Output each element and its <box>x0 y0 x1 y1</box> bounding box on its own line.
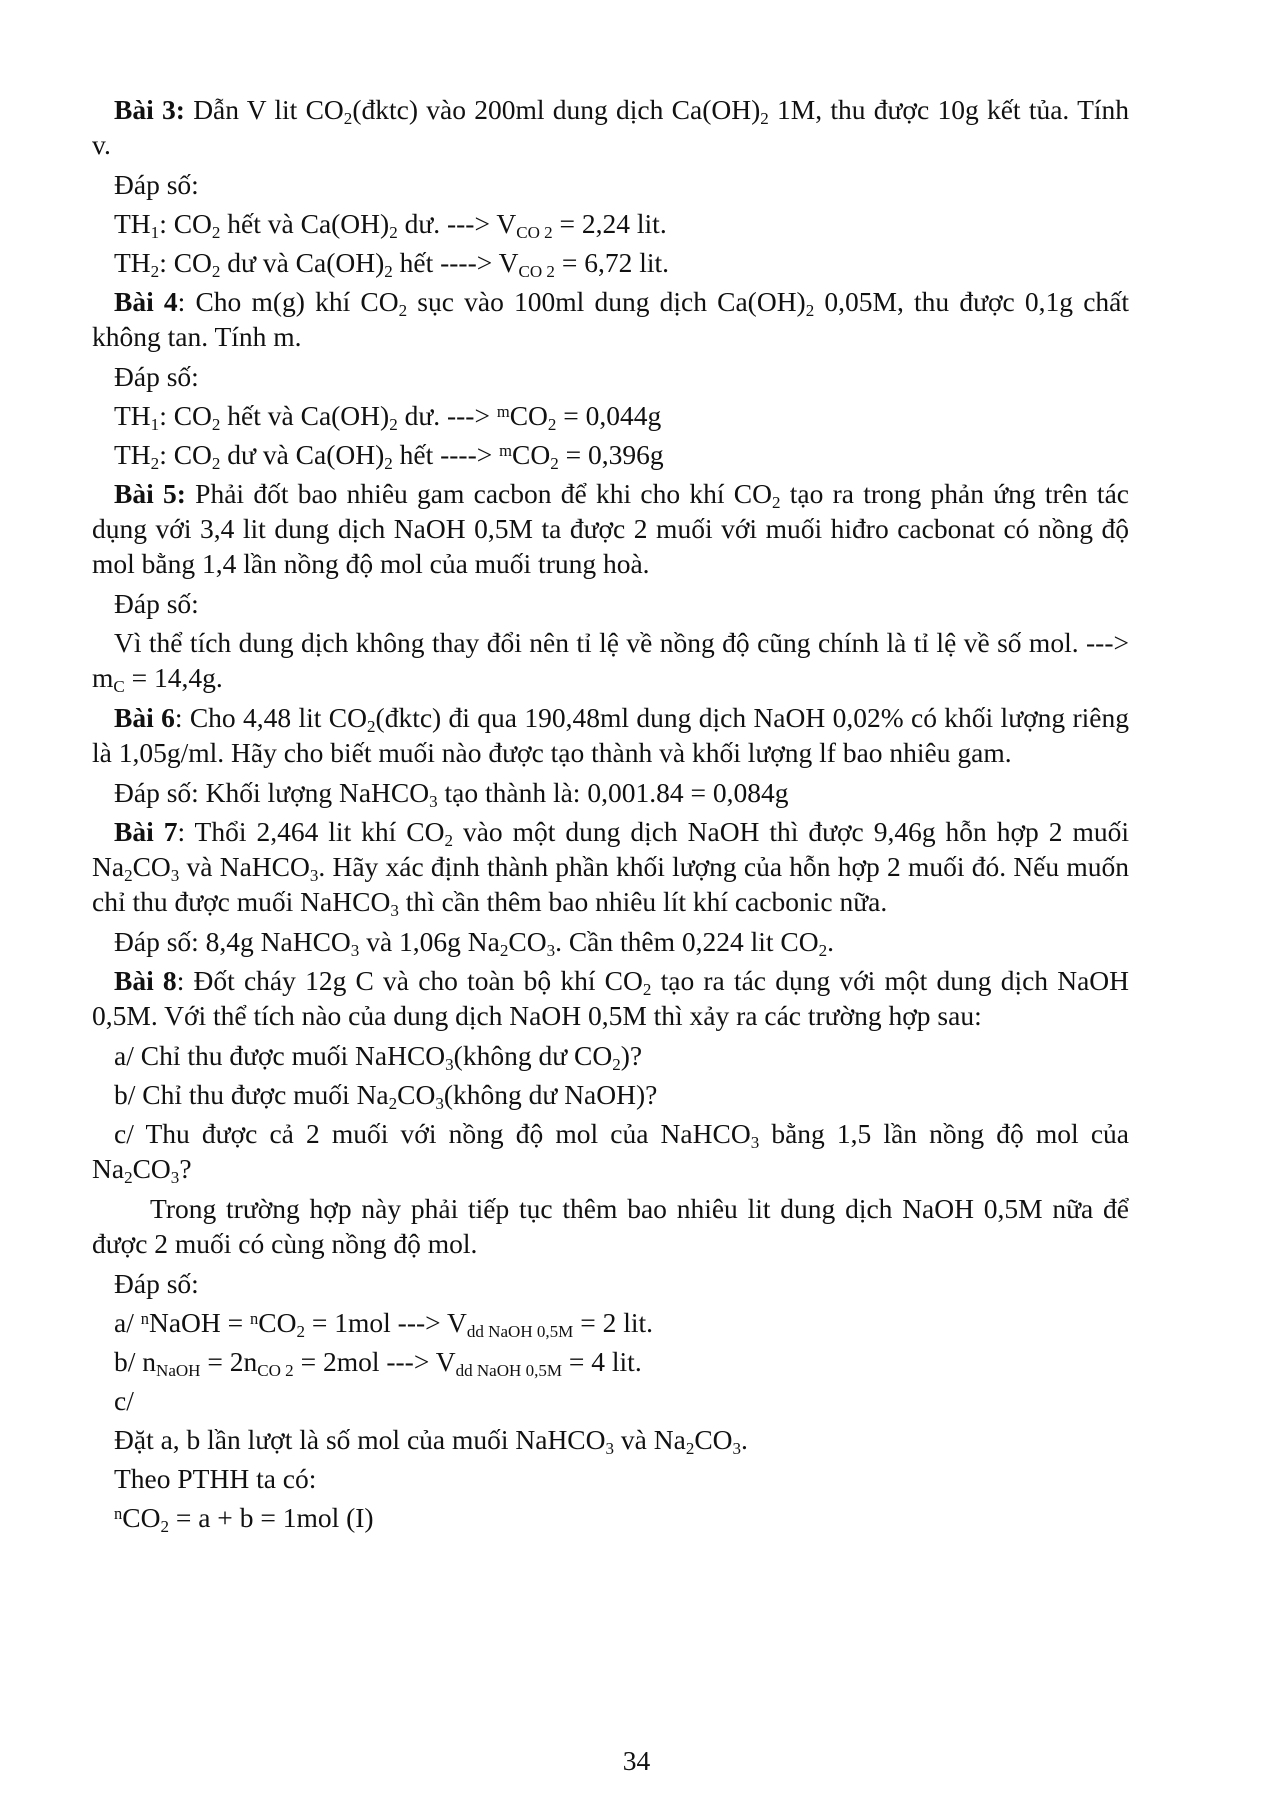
answer-text: Đáp số: 8,4g NaHCO$_3$ và 1,06g $Na_2CO_3$. Cần thêm 0,224 lit $CO_2$. <box>114 926 835 960</box>
answer-b: b/ $n_{NaOH} = 2n_{CO 2} = 2mol$ ---> $V_{dd NaOH 0,5M} = 4$ lit. <box>114 1346 642 1380</box>
equation-1: $^nCO_2 = a + b = 1mol$ (I) <box>114 1502 374 1536</box>
answer-text: Đáp số: Khối lượng NaHCO$_3$ tạo thành là: 0,001.84 = 0,084g <box>114 777 789 811</box>
case-line: $TH_1$: $CO_2$ hết và $Ca(OH)_2$ dư. ---> $^mCO_2 = 0,044g$ <box>114 400 662 434</box>
exercise-8: Bài 8: Đốt cháy 12g C và cho toàn bộ khí $CO_2$ tạo ra tác dụng với một dung dịch NaOH 0,5M. Với thể tích nào của dung dịch NaOH 0,5M thì xảy ra các trường hợp sau: <box>92 965 1130 1031</box>
case-line: $TH_2$: $CO_2$ dư và $Ca(OH)_2$ hết ----> $^mCO_2 = 0,396g$ <box>114 439 664 473</box>
case-line: $TH_2$: $CO_2$ dư và $Ca(OH)_2$ hết ----> $V_{CO 2} = 6,72$ lit. <box>114 247 669 281</box>
question-a: a/ Chỉ thu được muối NaHCO$_3$(không dư $CO_2$)? <box>114 1040 643 1074</box>
exercise-5: Bài 5: Phải đốt bao nhiêu gam cacbon để khi cho khí $CO_2$ tạo ra trong phản ứng trên tác dụng với 3,4 lit dung dịch NaOH 0,5M ta được 2 muối với muối hiđro cacbonat có nồng độ mol bằng 1,4 lần nồng độ mol của muối trung hoà. <box>92 478 1129 579</box>
question-continuation: Trong trường hợp này phải tiếp tục thêm bao nhiêu lit dung dịch NaOH 0,5M nữa để được 2 muối có cùng nồng độ mol. <box>92 1193 1129 1259</box>
question-b: b/ Chỉ thu được muối $Na_2CO_3(không$ dư NaOH)? <box>114 1079 658 1113</box>
answer-text: Vì thể tích dung dịch không thay đổi nên tỉ lệ về nồng độ cũng chính là tỉ lệ về số mol. ---> $m_C = 14,4g$. <box>92 627 1129 696</box>
answer-label: Đáp số: <box>114 361 199 392</box>
case-line: $TH_1$: $CO_2$ hết và $Ca(OH)_2$ dư. ---> $V_{CO 2} = 2,24$ lit. <box>114 208 667 242</box>
exercise-6: Bài 6: Cho 4,48 lit $CO_2(đktc)$ đi qua 190,48ml dung dịch NaOH 0,02% có khối lượng riêng là 1,05g/ml. Hãy cho biết muối nào được tạo thành và khối lượng lf bao nhiêu gam. <box>92 702 1129 768</box>
question-c: c/ Thu được cả 2 muối với nồng độ mol của NaHCO$_3$ bằng 1,5 lần nồng độ mol của $Na_2CO_3$? <box>92 1118 1129 1187</box>
page-number: 34 <box>622 1745 651 1776</box>
exercise-7: Bài 7: Thổi 2,464 lit khí $CO_2$ vào một dung dịch NaOH thì được 9,46g hỗn hợp 2 muối $Na_2CO_3$ và NaHCO$_3$. Hãy xác định thành phần khối lượng của hỗn hợp 2 muối đó. Nếu muốn chỉ thu được muối NaHCO$_3$ thì cần thêm bao nhiêu lít khí cacbonic nữa. <box>92 816 1130 920</box>
page-content <box>92 92 1129 1539</box>
exercise-label: Bài 4 <box>114 286 178 317</box>
answer-c-pthh: Theo PTHH ta có: <box>114 1463 317 1494</box>
answer-label: Đáp số: <box>114 1268 199 1299</box>
exercise-label: Bài 8 <box>114 965 177 996</box>
answer-label: Đáp số: <box>114 588 199 619</box>
exercise-label: Bài 5: <box>114 478 186 509</box>
answer-label: Đáp số: <box>114 169 199 200</box>
exercise-label: Bài 6 <box>114 702 175 733</box>
answer-c: c/ <box>114 1385 134 1416</box>
exercise-label: Bài 7 <box>114 816 178 847</box>
exercise-3: Bài 3: Dẫn V lit $CO_2(đktc)$ vào 200ml dung dịch $Ca(OH)_2$ 1M, thu được 10g kết tủa. Tính v. <box>92 94 1130 160</box>
exercise-4: Bài 4: Cho m(g) khí $CO_2$ sục vào 100ml dung dịch $Ca(OH)_2$ 0,05M, thu được 0,1g chất không tan. Tính m. <box>92 286 1129 352</box>
answer-c-setup: Đặt a, b lần lượt là số mol của muối NaHCO$_3$ và $Na_2CO_3$. <box>114 1424 748 1458</box>
exercise-label: Bài 3: <box>114 94 185 125</box>
answer-a: a/ $^n$NaOH = $^nCO_2 = 1mol$ ---> $V_{dd NaOH 0,5M} = 2$ lit. <box>114 1307 654 1341</box>
